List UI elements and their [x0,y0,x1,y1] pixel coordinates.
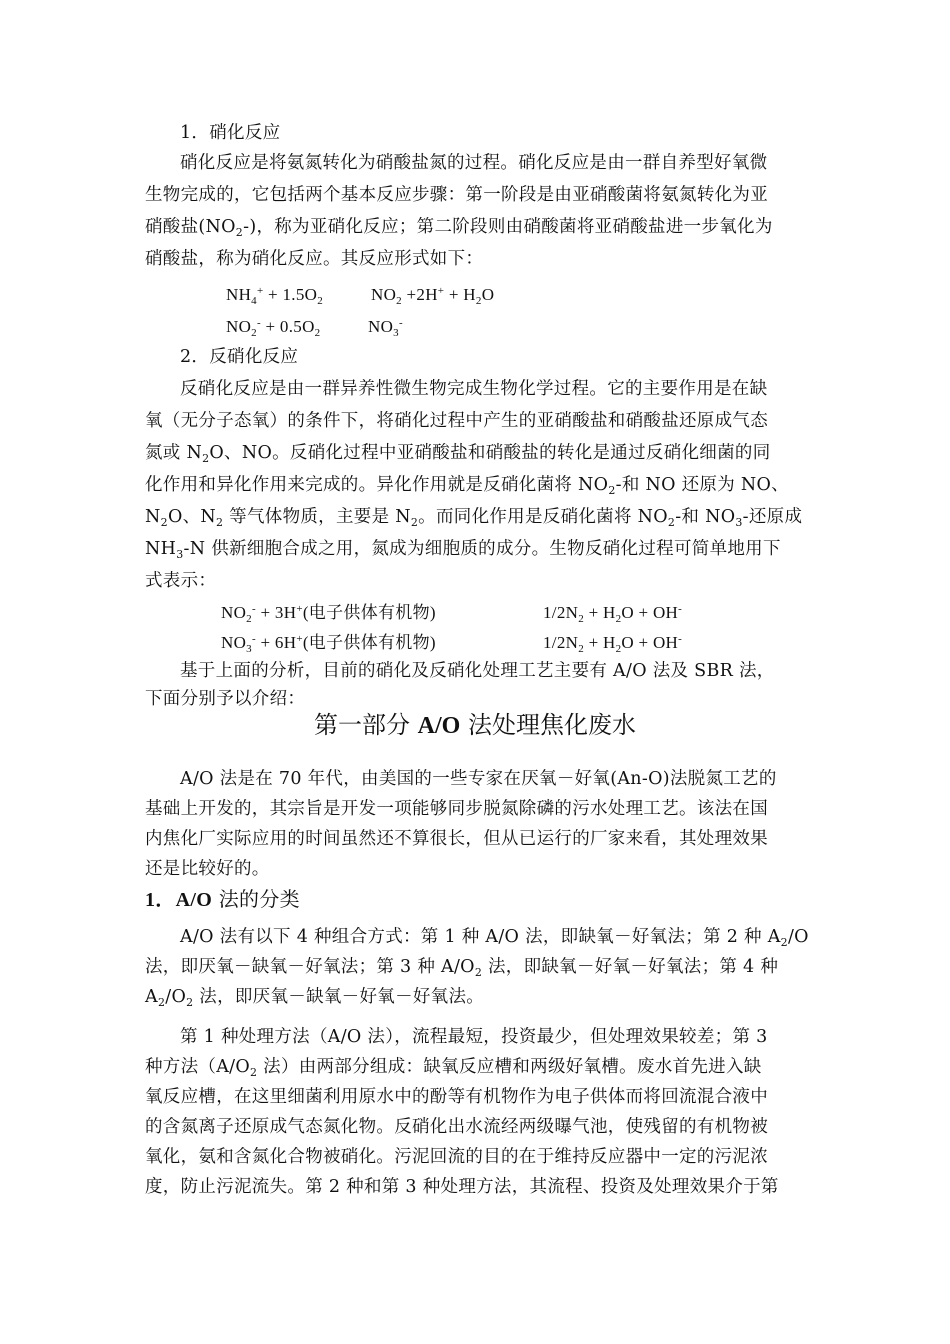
paragraph-line: 硝化反应是将氨氮转化为硝酸盐氮的过程。硝化反应是由一群自养型好氧微 [180,153,768,173]
paragraph-line: 内焦化厂实际应用的时间虽然还不算很长，但从已运行的厂家来看，其处理效果 [145,829,768,849]
paragraph-line: $NH_3-N$ 供新细胞合成之用，氮成为细胞质的成分。生物反硝化过程可简单地用下 [145,539,781,561]
paragraph-line: 反硝化反应是由一群异养性微生物完成生物化学过程。它的主要作用是在缺 [180,379,768,399]
paragraph-line: 下面分别予以介绍： [145,689,306,709]
paragraph-line: 硝酸盐，称为硝化反应。其反应形式如下： [145,249,484,269]
equation-denitrification-nitrate-product: $1/2N_2 + H_2O + OH^-$ [543,633,683,655]
paragraph-line: 氧化，氨和含氮化合物被硝化。污泥回流的目的在于维持反应器中一定的污泥浓 [145,1147,768,1167]
paragraph-line: 生物完成的，它包括两个基本反应步骤：第一阶段是由亚硝酸菌将氨氮转化为亚 [145,185,768,205]
paragraph-line: 氧反应槽，在这里细菌利用原水中的酚等有机物作为电子供体而将回流混合液中 [145,1087,768,1107]
paragraph-line: 还是比较好的。 [145,859,270,879]
paragraph-line: A/O 法有以下 4 种组合方式：第 1 种 A/O 法，即缺氧－好氧法；第 2 种 $A_2/O$ [180,927,809,949]
paragraph-line: 基于上面的分析，目前的硝化及反硝化处理工艺主要有 A/O 法及 SBR 法， [180,661,775,681]
paragraph-line: 基础上开发的，其宗旨是开发一项能够同步脱氮除磷的污水处理工艺。该法在国 [145,799,768,819]
equation-nitrate: $NO_2^- + 0.5O_2$ [226,317,321,339]
paragraph-line: 法，即厌氧－缺氧－好氧法；第 3 种 $A/O_2$ 法，即缺氧－好氧－好氧法；第 4 种 [145,957,779,979]
section-heading-nitrification: 1．硝化反应 [180,123,281,143]
paragraph-line: 第 1 种处理方法（A/O 法），流程最短，投资最少，但处理效果较差；第 3 [180,1027,768,1047]
paragraph-line: 氧（无分子态氧）的条件下，将硝化过程中产生的亚硝酸盐和硝酸盐还原成气态 [145,411,768,431]
paragraph-line: $N_2O$、$N_2$ 等气体物质，主要是 $N_2$。而同化作用是反硝化菌将 $NO_2-$和 $NO_3-$还原成 [145,507,803,529]
equation-denitrification-nitrite-product: $1/2N_2 + H_2O + OH^-$ [543,603,683,625]
section-heading-classification: 1．A/O 法的分类 [145,887,300,911]
paragraph-line: 式表示： [145,571,217,591]
equation-nitrate-product: $NO_3^-$ [368,317,403,339]
equation-nitrite: $NH_4^+ + 1.5O_2$ [226,285,324,307]
paragraph-line: 硝酸盐$(NO_2-)$，称为亚硝化反应；第二阶段则由硝酸菌将亚硝酸盐进一步氧化为 [145,217,773,239]
part-title: 第一部分 A/O 法处理焦化废水 [314,711,636,739]
paragraph-line: 种方法（$A/O_2$ 法）由两部分组成：缺氧反应槽和两级好氧槽。废水首先进入缺 [145,1057,762,1079]
paragraph-line: $A_2/O_2$ 法，即厌氧－缺氧－好氧－好氧法。 [145,987,485,1009]
paragraph-line: 的含氮离子还原成气态氮化物。反硝化出水流经两级曝气池，使残留的有机物被 [145,1117,768,1137]
equation-denitrification-nitrite: $NO_2^- + 3H^+$(电子供体有机物) [221,603,436,625]
equation-denitrification-nitrate: $NO_3^- + 6H^+$(电子供体有机物) [221,633,436,655]
paragraph-line: 化作用和异化作用来完成的。异化作用就是反硝化菌将 $NO_2-$和 NO 还原为 NO、 [145,475,789,497]
section-heading-denitrification: 2．反硝化反应 [180,347,299,367]
paragraph-line: 度，防止污泥流失。第 2 种和第 3 种处理方法，其流程、投资及处理效果介于第 [145,1177,779,1197]
paragraph-line: 氮或 $N_2O$、NO。反硝化过程中亚硝酸盐和硝酸盐的转化是通过反硝化细菌的同 [145,443,771,465]
equation-nitrite-product: $NO_2 +2H^+ + H_2O$ [371,285,495,307]
paragraph-line: A/O 法是在 70 年代，由美国的一些专家在厌氧－好氧(An-O)法脱氮工艺的 [180,769,777,789]
